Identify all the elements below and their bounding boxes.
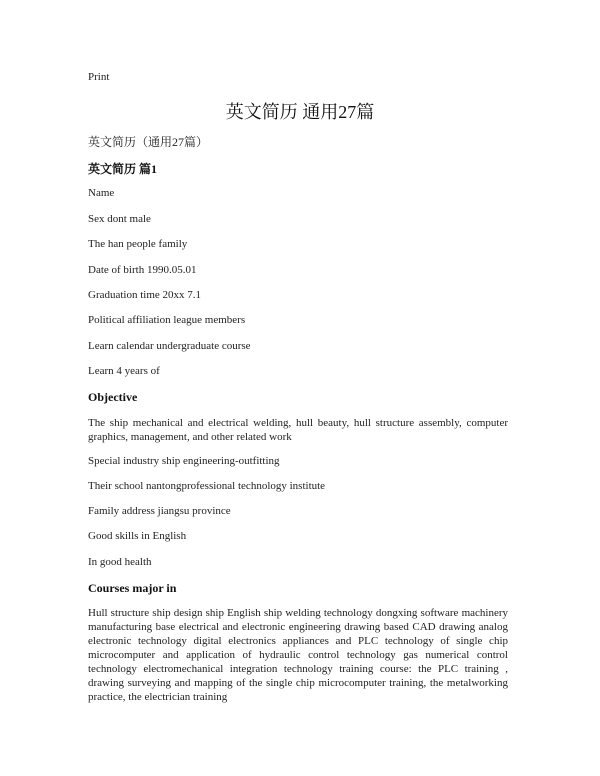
section-heading-objective: Objective bbox=[88, 390, 138, 404]
line-political-affiliation: Political affiliation league members bbox=[88, 314, 246, 326]
line-years-of-study: Learn 4 years of bbox=[88, 365, 160, 377]
line-ethnicity: The han people family bbox=[88, 238, 188, 250]
line-school: Their school nantongprofessional technology institute bbox=[88, 480, 326, 492]
line-graduation-time: Graduation time 20xx 7.1 bbox=[88, 289, 202, 301]
objective-paragraph: The ship mechanical and electrical welding, hull beauty, hull structure assembly, computer graphics, management, and other related work bbox=[88, 417, 508, 443]
line-special-industry: Special industry ship engineering-outfitting bbox=[88, 455, 280, 467]
print-link[interactable]: Print bbox=[88, 71, 110, 83]
section-heading-courses: Courses major in bbox=[88, 581, 177, 595]
line-date-of-birth: Date of birth 1990.05.01 bbox=[88, 264, 197, 276]
document-title: 英文简历 通用27篇 bbox=[225, 102, 375, 122]
line-name: Name bbox=[88, 187, 115, 199]
line-health: In good health bbox=[88, 556, 152, 568]
line-family-address: Family address jiangsu province bbox=[88, 505, 231, 517]
line-education: Learn calendar undergraduate course bbox=[88, 340, 251, 352]
line-english-skills: Good skills in English bbox=[88, 530, 187, 542]
line-sex: Sex dont male bbox=[88, 213, 151, 225]
section-heading-resume-1: 英文简历 篇1 bbox=[88, 162, 158, 176]
document-subtitle: 英文简历（通用27篇） bbox=[88, 135, 209, 149]
courses-paragraph: Hull structure ship design ship English ship welding technology dongxing software machinery manufacturing base electrical and electronic engineering drawing based CAD drawing analog electronic technology digital electronics appliances and PLC technology of single chip microcomputer and application of hydraulic control technology gas numerical control technology electromechanical integration technology training course: the PLC training , drawing surveying and mapping of the single chip microcomputer training, the metalworking practice, the electrician training bbox=[88, 607, 508, 703]
